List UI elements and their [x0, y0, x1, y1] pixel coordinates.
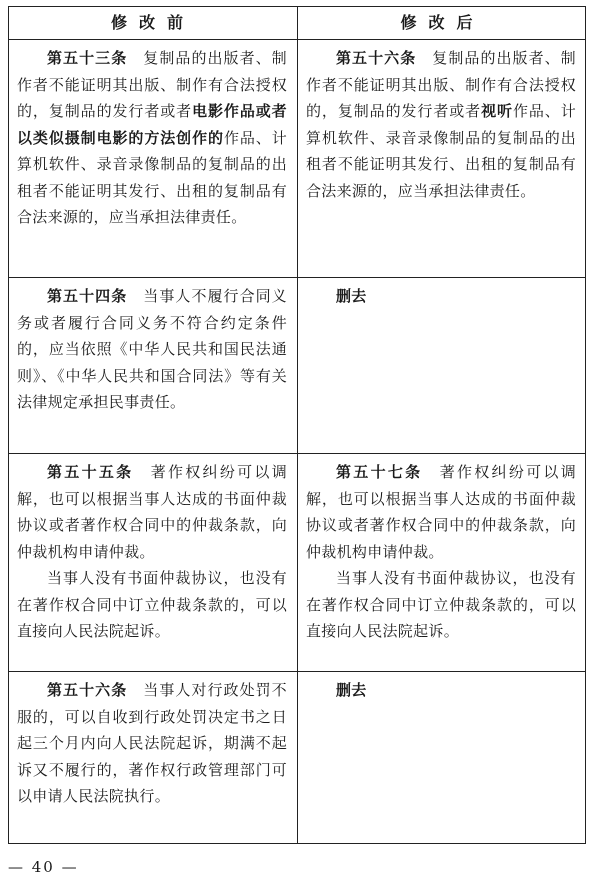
- row-divider: [9, 453, 585, 454]
- clause-text: 复制品的出版者、制作者不能证明其出版、制作有合法授权的，复制品的发行者或者: [17, 49, 287, 120]
- article-heading: 第五十三条: [47, 49, 128, 67]
- clause-paragraph: [17, 283, 287, 416]
- header-before: 修改前: [110, 13, 195, 32]
- clause-paragraph: [17, 45, 287, 231]
- row-4-before: [17, 677, 287, 810]
- row-2-before: [17, 283, 287, 416]
- clause-paragraph: [306, 45, 576, 204]
- clause-text: 当事人没有书面仲裁协议，也没有在著作权合同中订立仲裁条款的，可以直接向人民法院起诉。: [306, 569, 576, 640]
- clause-paragraph: [17, 677, 287, 810]
- header-after: 修改后: [400, 13, 485, 32]
- column-divider: [297, 7, 298, 843]
- clause-text: 当事人对行政处罚不服的，可以自收到行政处罚决定书之日起三个月内向人民法院起诉，期满不起诉又不履行的，著作权行政管理部门可以申请人民法院执行。: [17, 681, 287, 805]
- header-divider: [9, 39, 585, 40]
- article-heading: 删去: [336, 287, 367, 305]
- clause-paragraph: [306, 459, 576, 565]
- clause-paragraph: [306, 565, 576, 645]
- row-3-before: [17, 459, 287, 645]
- clause-paragraph: [306, 283, 576, 310]
- clause-text: 当事人不履行合同义务或者履行合同义务不符合约定条件的，应当依照《中华人民共和国民法通则》、《中华人民共和国合同法》等有关法律规定承担民事责任。: [17, 287, 287, 411]
- amended-text: 电影作品或者以类似摄制电影的方法创作的: [17, 102, 287, 147]
- article-heading: 删去: [336, 681, 367, 699]
- clause-paragraph: [17, 459, 287, 565]
- clause-text: 作品、计算机软件、录音录像制品的复制品的出租者不能证明其发行、出租的复制品有合法来源的，应当承担法律责任。: [306, 102, 576, 200]
- row-4-after: [306, 677, 576, 704]
- clause-text: 著作权纠纷可以调解，也可以根据当事人达成的书面仲裁协议或者著作权合同中的仲裁条款，向仲裁机构申请仲裁。: [306, 463, 576, 561]
- row-1-after: [306, 45, 576, 204]
- row-1-before: [17, 45, 287, 231]
- comparison-table: [8, 6, 586, 844]
- clause-text: 作品、计算机软件、录音录像制品的复制品的出租者不能证明其发行、出租的复制品有合法来源的，应当承担法律责任。: [17, 128, 287, 226]
- row-divider: [9, 277, 585, 278]
- clause-paragraph: [306, 677, 576, 704]
- article-heading: 第五十七条: [336, 463, 423, 481]
- page-number: — 40 —: [8, 858, 79, 876]
- amended-text: 视听: [481, 102, 513, 120]
- row-divider: [9, 671, 585, 672]
- clause-paragraph: [17, 565, 287, 645]
- clause-text: 复制品的出版者、制作者不能证明其出版、制作有合法授权的，复制品的发行者或者: [306, 49, 576, 120]
- row-3-after: [306, 459, 576, 645]
- article-heading: 第五十四条: [47, 287, 128, 305]
- clause-text: 著作权纠纷可以调解，也可以根据当事人达成的书面仲裁协议或者著作权合同中的仲裁条款，向仲裁机构申请仲裁。: [17, 463, 287, 561]
- row-2-after: [306, 283, 576, 310]
- article-heading: 第五十五条: [47, 463, 134, 481]
- article-heading: 第五十六条: [47, 681, 128, 699]
- clause-text: 当事人没有书面仲裁协议，也没有在著作权合同中订立仲裁条款的，可以直接向人民法院起诉。: [17, 569, 287, 640]
- article-heading: 第五十六条: [336, 49, 417, 67]
